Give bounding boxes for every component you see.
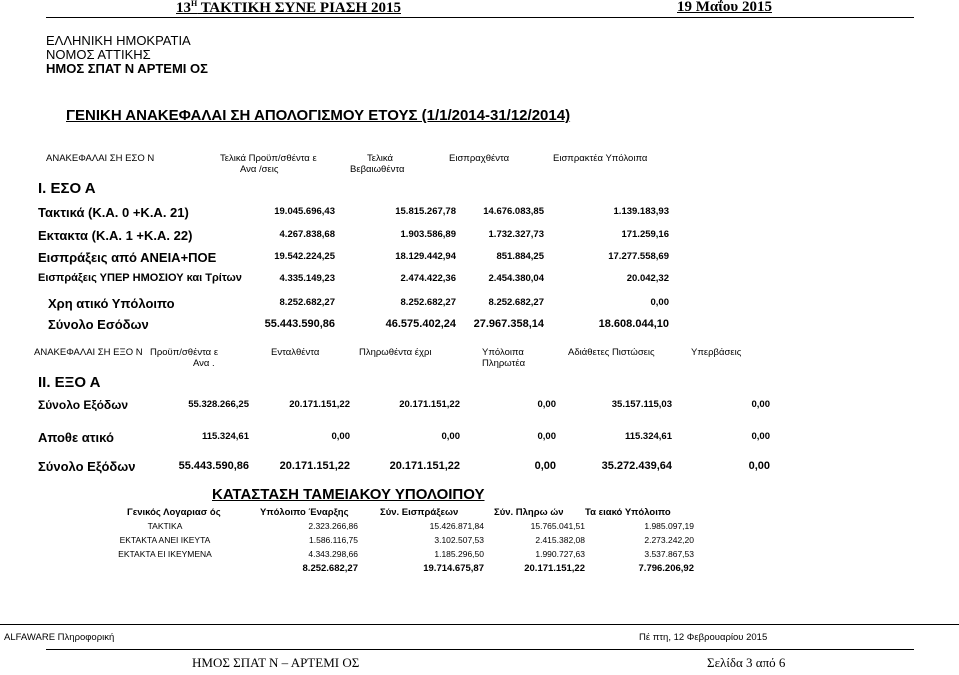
income-header-sub-2: Βεβαιωθέντα (350, 164, 405, 175)
org-line-3: ΗΜΟΣ ΣΠΑΤ Ν ΑΡΤΕΜΙ ΟΣ (46, 61, 208, 76)
expense-header-remaining: Υπόλοιπα (482, 347, 524, 358)
cash-cell: 15.426.871,84 (429, 521, 484, 531)
meeting-number-suffix: Η (191, 0, 198, 8)
expense-cell: 35.272.439,64 (601, 460, 672, 472)
expense-cell: 0,00 (441, 431, 460, 442)
meeting-date: 19 Μαΐου 2015 (677, 0, 772, 15)
income-row-label: Εκτακτα (Κ.Α. 1 +Κ.Α. 22) (38, 228, 193, 243)
footer-municipality: ΗΜΟΣ ΣΠΑΤ Ν – ΑΡΤΕΜΙ ΟΣ (192, 655, 360, 670)
expense-cell: 55.328.266,25 (188, 399, 249, 410)
income-header-sub-1: Ανα /σεις (240, 164, 279, 175)
footer-print-date: Πέ πτη, 12 Φεβρουαρίου 2015 (639, 632, 768, 643)
footer-page-number: Σελίδα 3 από 6 (707, 655, 786, 670)
expense-cell: 115.324,61 (624, 431, 672, 442)
cash-title: ΚΑΤΑΣΤΑΣΗ ΤΑΜΕΙΑΚΟΥ ΥΠΟΛΟΙΠΟΥ (212, 486, 485, 503)
income-cell: 8.252.682,27 (279, 297, 335, 308)
cash-cell: 1.185.296,50 (434, 549, 484, 559)
cash-header-balance: Τα ειακό Υπόλοιπο (585, 507, 671, 518)
meeting-title (176, 0, 401, 17)
footer-software: ALFAWARE Πληροφορική (4, 632, 115, 643)
income-row-label: Εισπράξεις ΥΠΕΡ ΗΜΟΣΙΟΥ και Τρίτων (38, 272, 242, 284)
income-cell: 4.335.149,23 (279, 273, 335, 284)
expense-cell: 55.443.590,86 (178, 460, 249, 472)
footer-rule-top (0, 624, 959, 625)
income-cell: 0,00 (650, 297, 669, 308)
income-cell: 17.277.558,69 (608, 251, 669, 262)
meeting-number: 13 (176, 0, 191, 16)
income-row-label: Τακτικά (Κ.Α. 0 +Κ.Α. 21) (38, 205, 189, 220)
expense-cell: 20.171.151,22 (389, 460, 460, 472)
expense-cell: 20.171.151,22 (279, 460, 350, 472)
income-cell: 1.139.183,93 (613, 206, 669, 217)
expense-cell: 0,00 (537, 431, 556, 442)
cash-cell: 1.990.727,63 (535, 549, 585, 559)
cash-cell: 1.985.097,19 (644, 521, 694, 531)
cash-cell: 20.171.151,22 (524, 563, 585, 574)
expense-section-title: ΙΙ. ΕΞΟ Α (38, 374, 101, 391)
expense-row-label: Σύνολο Εξόδων (38, 459, 136, 474)
income-cell: 15.815.267,78 (395, 206, 456, 217)
expense-cell: 0,00 (751, 431, 770, 442)
cash-cell: 8.252.682,27 (302, 563, 358, 574)
expense-header-sub-1: Ανα . (193, 358, 215, 369)
expense-cell: 0,00 (534, 460, 556, 472)
income-cell: 19.045.696,43 (274, 206, 335, 217)
income-cell: 8.252.682,27 (400, 297, 456, 308)
expense-header-budget: Προϋπ/σθέντα ε (150, 347, 219, 358)
income-cell: 18.129.442,94 (395, 251, 456, 262)
income-cell: 851.884,25 (496, 251, 544, 262)
expense-row-label: Αποθε ατικό (38, 430, 114, 445)
income-cell: 18.608.044,10 (598, 318, 669, 330)
main-title: ΓΕΝΙΚΗ ΑΝΑΚΕΦΑΛΑΙ ΣΗ ΑΠΟΛΟΓΙΣΜΟΥ ΕΤΟΥΣ (1/1/2014-31/12/2014) (66, 107, 571, 124)
expense-cell: 20.171.151,22 (289, 399, 350, 410)
cash-cell: 2.273.242,20 (644, 535, 694, 545)
income-header-budget: Τελικά Προϋπ/σθέντα ε (220, 153, 317, 164)
cash-header-account: Γενικός Λογαριασ ός (127, 507, 221, 518)
cash-header-payments: Σύν. Πληρω ών (494, 507, 564, 518)
income-cell: 20.042,32 (626, 273, 669, 284)
cash-row-label: ΕΚΤΑΚΤΑ ΕΙ ΙΚΕΥΜΕΝΑ (118, 549, 212, 559)
income-header-receivable: Εισπρακτέα Υπόλοιπα (553, 153, 648, 164)
expense-header-paid: Πληρωθέντα έχρι (359, 347, 432, 358)
cash-cell: 1.586.116,75 (309, 535, 358, 545)
cash-cell: 7.796.206,92 (638, 563, 694, 574)
cash-cell: 4.343.298,66 (308, 549, 358, 559)
income-section-title: Ι. ΕΣΟ Α (38, 180, 96, 197)
meeting-title-text: ΤΑΚΤΙΚΗ ΣΥΝΕ ΡΙΑΣΗ 2015 (197, 0, 401, 16)
cash-cell: 15.765.041,51 (530, 521, 585, 531)
income-header-label: ΑΝΑΚΕΦΑΛΑΙ ΣΗ ΕΣΟ Ν (46, 153, 155, 164)
expense-row-label: Σύνολο Εξόδων (38, 398, 128, 412)
expense-cell: 115.324,61 (201, 431, 249, 442)
expense-header-unallocated: Αδιάθετες Πιστώσεις (568, 347, 655, 358)
cash-header-opening: Υπόλοιπο Έναρξης (260, 507, 349, 518)
income-row-label: Εισπράξεις από ΑΝΕΙΑ+ΠΟΕ (38, 250, 217, 265)
expense-cell: 0,00 (331, 431, 350, 442)
expense-header-overruns: Υπερβάσεις (691, 347, 742, 358)
cash-row-label: ΤΑΚΤΙΚΑ (147, 521, 183, 531)
income-cell: 171.259,16 (621, 229, 669, 240)
income-cell: 14.676.083,85 (483, 206, 544, 217)
income-row-label: Χρη ατικό Υπόλοιπο (48, 296, 175, 311)
income-cell: 8.252.682,27 (488, 297, 544, 308)
income-cell: 46.575.402,24 (385, 318, 456, 330)
expense-header-label: ΑΝΑΚΕΦΑΛΑΙ ΣΗ ΕΞΟ Ν (34, 347, 143, 358)
income-cell: 55.443.590,86 (264, 318, 335, 330)
expense-cell: 0,00 (748, 460, 770, 472)
income-cell: 19.542.224,25 (274, 251, 335, 262)
cash-cell: 19.714.675,87 (423, 563, 484, 574)
income-cell: 2.454.380,04 (488, 273, 544, 284)
income-header-final: Τελικά (367, 153, 393, 164)
expense-cell: 20.171.151,22 (399, 399, 460, 410)
expense-cell: 0,00 (537, 399, 556, 410)
income-cell: 2.474.422,36 (400, 273, 456, 284)
income-cell: 1.903.586,89 (400, 229, 456, 240)
cash-cell: 3.537.867,53 (644, 549, 694, 559)
cash-header-receipts: Σύν. Εισπράξεων (380, 507, 459, 518)
org-line-1: ΕΛΛΗΝΙΚΗ ΗΜΟΚΡΑΤΙΑ (46, 33, 191, 48)
income-cell: 27.967.358,14 (473, 318, 544, 330)
cash-cell: 2.415.382,08 (535, 535, 585, 545)
income-row-label: Σύνολο Εσόδων (48, 317, 149, 332)
cash-cell: 2.323.266,86 (308, 521, 358, 531)
expense-cell: 0,00 (751, 399, 770, 410)
expense-header-ordered: Ενταλθέντα (271, 347, 320, 358)
income-cell: 4.267.838,68 (279, 229, 335, 240)
cash-row-label: ΕΚΤΑΚΤΑ ΑΝΕΙ ΙΚΕΥΤΑ (119, 535, 211, 545)
income-header-collected: Εισπραχθέντα (449, 153, 510, 164)
org-line-2: ΝΟΜΟΣ ΑΤΤΙΚΗΣ (46, 47, 151, 62)
expense-header-sub-2: Πληρωτέα (482, 358, 526, 369)
cash-cell: 3.102.507,53 (434, 535, 484, 545)
expense-cell: 35.157.115,03 (611, 399, 672, 410)
footer-rule (46, 649, 914, 650)
income-cell: 1.732.327,73 (488, 229, 544, 240)
header-rule (46, 17, 914, 18)
